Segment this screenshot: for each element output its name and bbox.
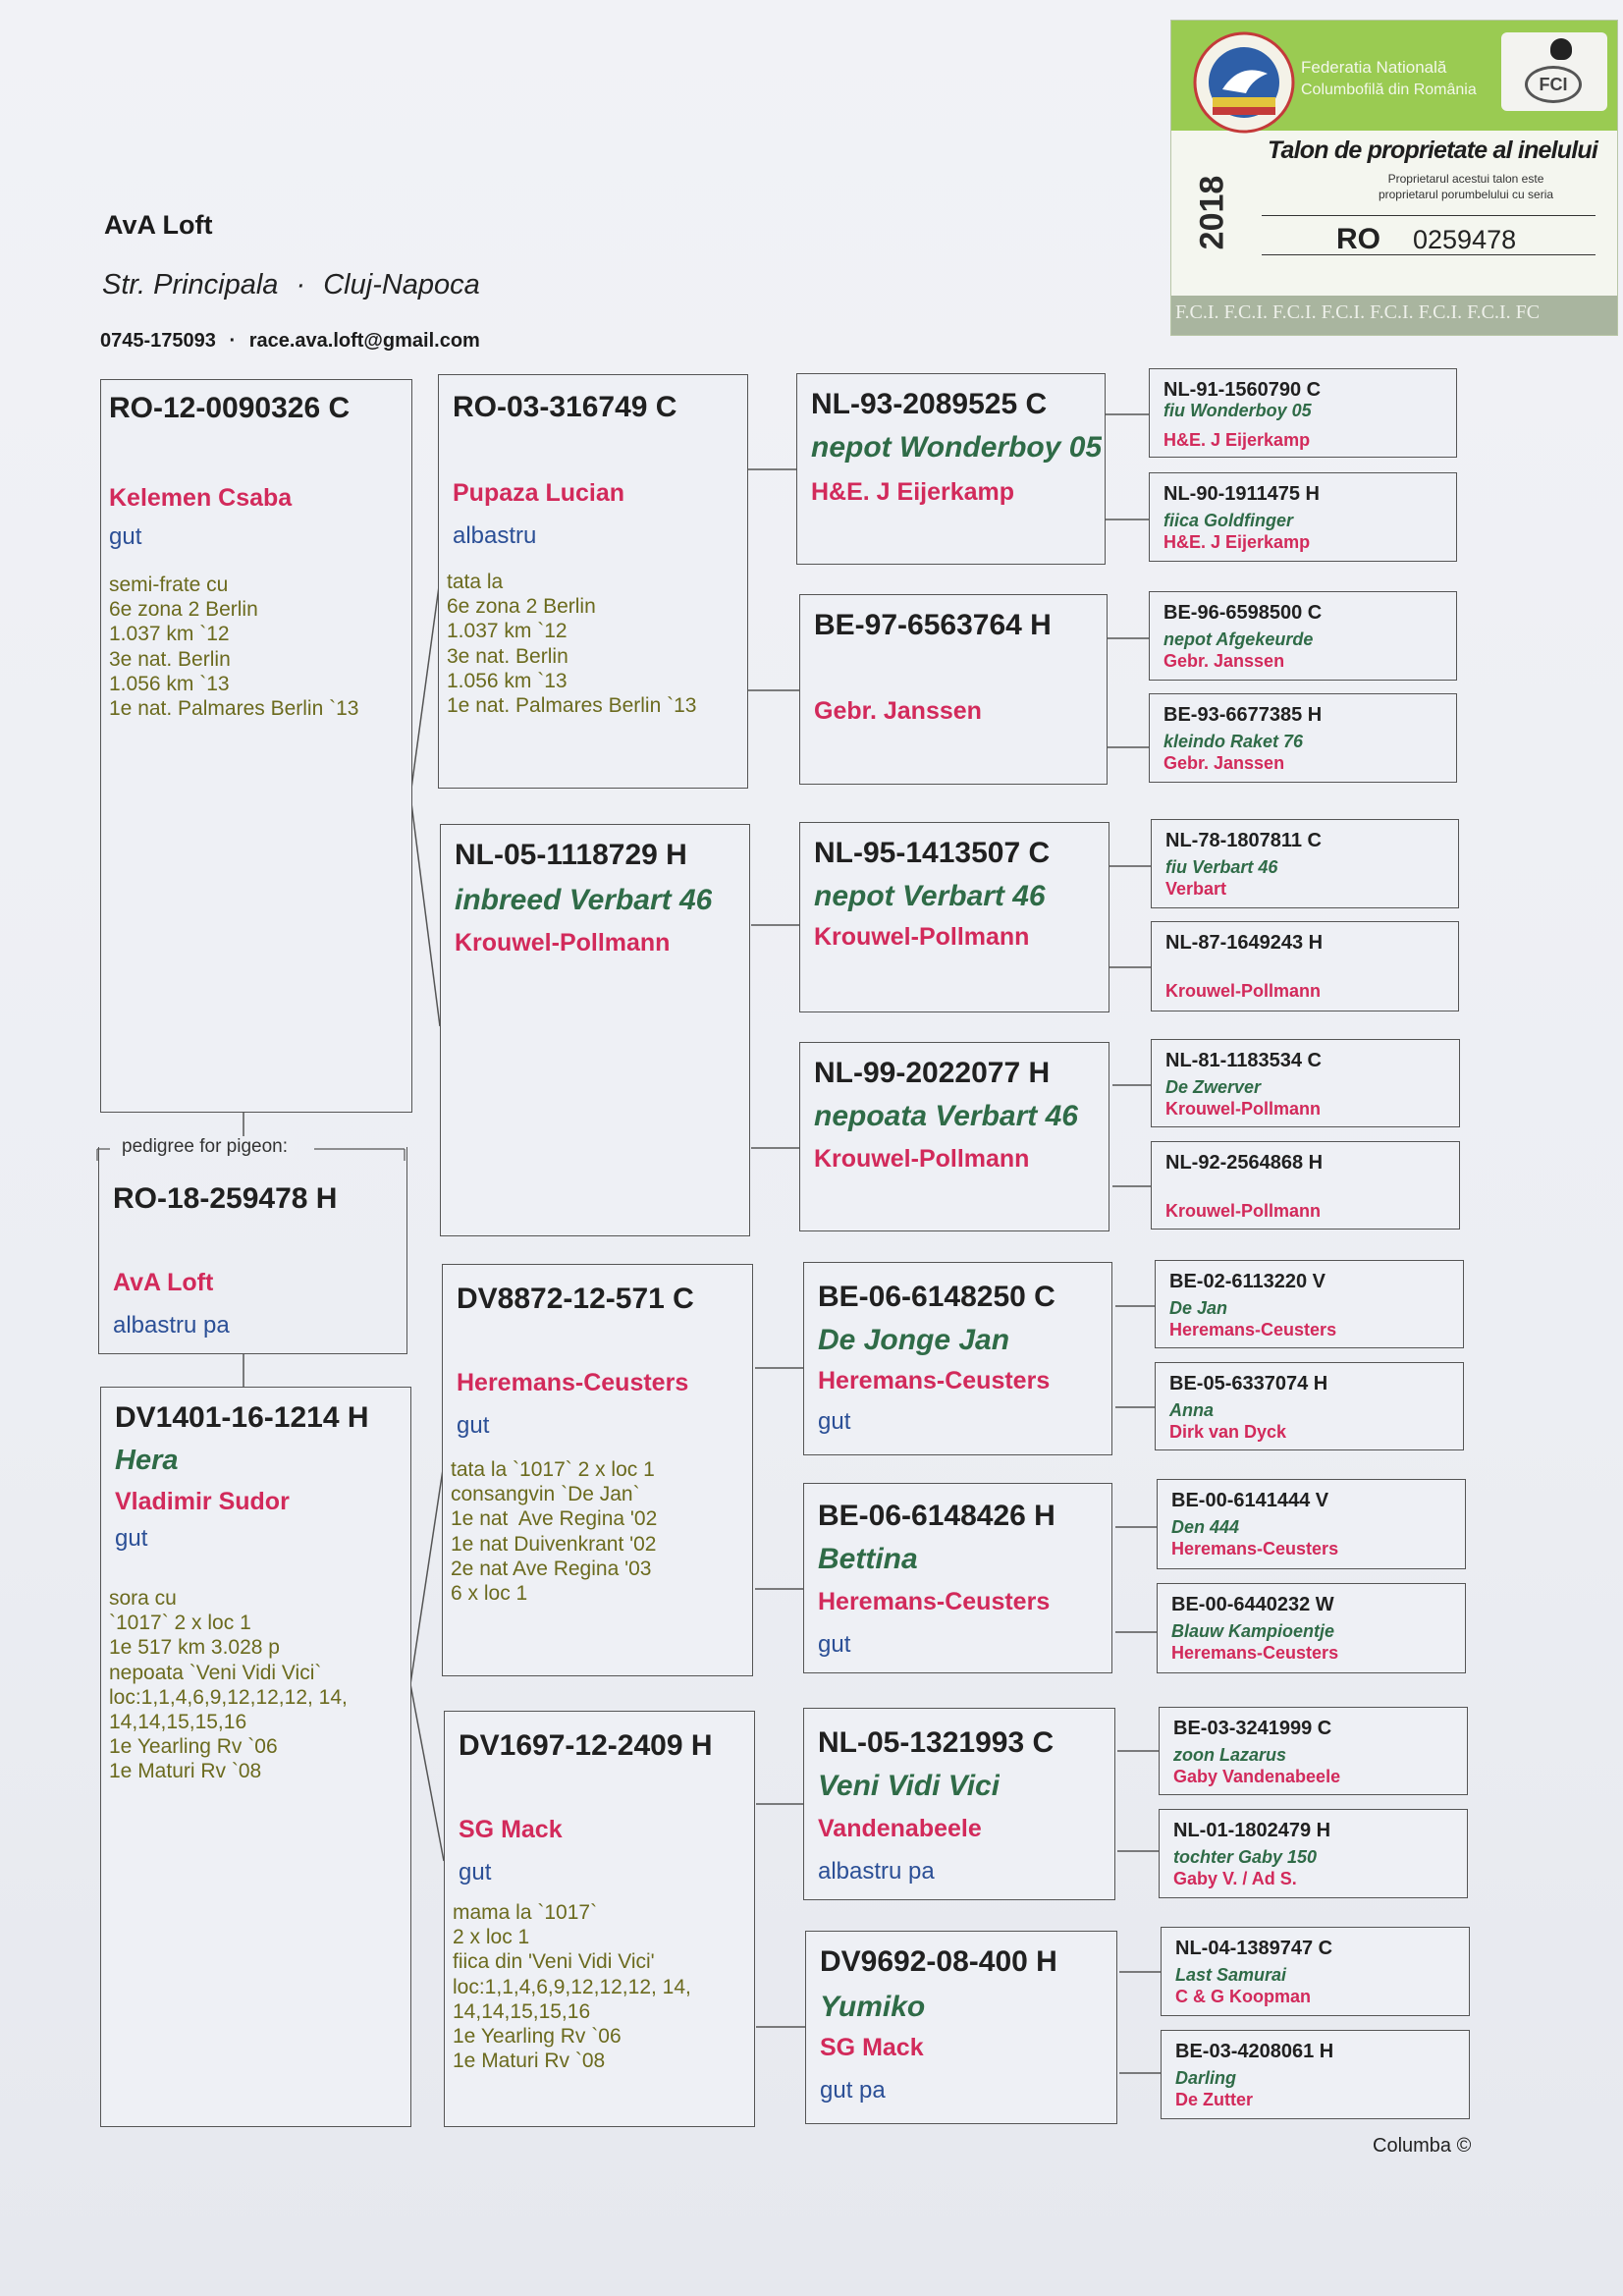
ring-number: BE-97-6563764 H (814, 609, 1052, 641)
ring-number: NL-87-1649243 H (1165, 932, 1324, 954)
pigeon-name: kleindo Raket 76 (1163, 732, 1304, 751)
gen3-card-3 (799, 822, 1109, 1012)
pigeon-name: Darling (1175, 2068, 1237, 2088)
pigeon-name: De Jan (1169, 1298, 1228, 1318)
pigeon-notes: tata la `1017` 2 x loc 1 consangvin `De Jan` 1e nat Ave Regina '02 1e nat Duivenkrant '02 2e nat Ave Regina '03 6 x loc 1 (451, 1458, 658, 1605)
gen4-card-9 (1155, 1260, 1464, 1348)
ring-number: RO-12-0090326 C (109, 392, 351, 424)
ring-number: NL-81-1183534 C (1165, 1050, 1322, 1071)
gen3-card-5 (803, 1262, 1112, 1455)
ring-number: NL-04-1389747 C (1175, 1938, 1333, 1959)
gen4-card-12 (1157, 1583, 1466, 1673)
breeder-name: Gebr. Janssen (1163, 651, 1285, 671)
pigeon-notes: tata la 6e zona 2 Berlin 1.037 km `12 3e nat. Berlin 1.056 km `13 1e nat. Palmares Berlin `13 (447, 571, 697, 717)
breeder-name: Gebr. Janssen (1163, 753, 1285, 773)
pigeon-name: nepoata Verbart 46 (814, 1100, 1078, 1132)
ring-number: NL-90-1911475 H (1163, 483, 1320, 505)
breeder-name: Gaby V. / Ad S. (1173, 1869, 1297, 1888)
ring-number: DV8872-12-571 C (457, 1283, 694, 1315)
sire-card (100, 379, 412, 1113)
ring-number: BE-00-6141444 V (1171, 1490, 1329, 1511)
breeder-name: Gaby Vandenabeele (1173, 1767, 1341, 1786)
pigeon-name: nepot Verbart 46 (814, 880, 1046, 912)
gen4-card-6 (1151, 921, 1459, 1011)
pigeon-name: fiica Goldfinger (1163, 511, 1294, 530)
address-street: Str. Principala (102, 269, 279, 301)
pigeon-name: Veni Vidi Vici (818, 1770, 1001, 1802)
gen4-card-1 (1149, 368, 1457, 458)
breeder-name: H&E. J Eijerkamp (1163, 430, 1311, 450)
breeder-name: Krouwel-Pollmann (814, 1145, 1030, 1173)
breeder-name: De Zutter (1175, 2090, 1254, 2109)
ring-number: NL-05-1118729 H (455, 839, 687, 871)
pigeon-color: gut (457, 1412, 490, 1439)
breeder-name: Vandenabeele (818, 1815, 982, 1842)
ring-number: BE-05-6337074 H (1169, 1373, 1328, 1394)
gen3-card-7 (803, 1708, 1115, 1900)
breeder-name: H&E. J Eijerkamp (1163, 532, 1311, 552)
gen3-card-4 (799, 1042, 1109, 1231)
breeder-name: Krouwel-Pollmann (814, 923, 1030, 951)
pigeon-name: Yumiko (820, 1991, 926, 2023)
pigeon-name: Bettina (818, 1543, 918, 1575)
pigeon-color: albastru pa (113, 1312, 230, 1339)
pigeon-name: De Jonge Jan (818, 1324, 1010, 1356)
gen4-card-7 (1151, 1039, 1460, 1127)
ring-number: NL-95-1413507 C (814, 837, 1051, 869)
pigeon-name: nepot Wonderboy 05 (811, 431, 1102, 464)
gen3-card-2 (799, 594, 1108, 785)
pigeon-color: gut (818, 1631, 851, 1658)
gen4-card-10 (1155, 1362, 1464, 1450)
gen4-card-2 (1149, 472, 1457, 562)
sticker-subtitle-line1: Proprietarul acestui talon este (1387, 172, 1544, 186)
pigeon-name: Blauw Kampioentje (1171, 1621, 1335, 1641)
gen4-card-14 (1159, 1809, 1468, 1898)
pigeon-color: albastru pa (818, 1858, 935, 1885)
pigeon-color: gut (818, 1408, 851, 1435)
ring-number: DV9692-08-400 H (820, 1945, 1057, 1978)
ring-number: NL-92-2564868 H (1165, 1152, 1324, 1174)
sticker-footer-pattern: F.C.I. F.C.I. F.C.I. F.C.I. F.C.I. F.C.I. F.C.I. FC (1175, 301, 1541, 323)
gen4-card-13 (1159, 1707, 1468, 1795)
ring-number: BE-03-3241999 C (1173, 1718, 1332, 1739)
ring-number: BE-02-6113220 V (1169, 1271, 1326, 1292)
email: race.ava.loft@gmail.com (248, 330, 480, 352)
gen3-card-6 (803, 1483, 1112, 1673)
gen4-card-11 (1157, 1479, 1466, 1569)
sticker-year: 2018 (1193, 175, 1231, 250)
fci-logo-text: FCI (1525, 66, 1582, 103)
breeder-name: C & G Koopman (1175, 1987, 1311, 2006)
granddam-maternal-card (444, 1711, 755, 2127)
ring-number: NL-05-1321993 C (818, 1726, 1055, 1759)
pigeon-color: gut (109, 523, 142, 550)
breeder-name: SG Mack (459, 1816, 563, 1843)
gen4-card-3 (1149, 591, 1457, 681)
breeder-name: Kelemen Csaba (109, 484, 293, 512)
breeder-name: Krouwel-Pollmann (1165, 1201, 1322, 1221)
pigeon-color: gut pa (820, 2077, 886, 2104)
gen4-card-15 (1161, 1927, 1470, 2016)
gen4-card-4 (1149, 693, 1457, 783)
sire-notes: semi-frate cu 6e zona 2 Berlin 1.037 km `12 3e nat. Berlin 1.056 km `13 1e nat. Palmares Berlin `13 (109, 574, 359, 720)
ring-number: NL-99-2022077 H (814, 1057, 1051, 1089)
breeder-name: Pupaza Lucian (453, 479, 625, 507)
sticker-federation-line2: Columbofilă din România (1301, 82, 1477, 98)
ring-number: NL-01-1802479 H (1173, 1820, 1331, 1841)
phone: 0745-175093 (100, 330, 216, 352)
pigeon-name: zoon Lazarus (1173, 1745, 1287, 1765)
sticker-federation-line1: Federatia Natională (1301, 58, 1447, 77)
breeder-name: Vladimir Sudor (115, 1488, 290, 1515)
loft-name: AvA Loft (104, 210, 213, 240)
breeder-name: Heremans-Ceusters (818, 1367, 1051, 1394)
pigeon-name: nepot Afgekeurde (1163, 629, 1314, 649)
dam-notes: sora cu `1017` 2 x loc 1 1e 517 km 3.028 p nepoata `Veni Vidi Vici` loc:1,1,4,6,9,12,12,12, 14, 14,14,15,15,16 1e Yearling Rv `06 1e Maturi Rv `08 (109, 1587, 348, 1783)
pigeon-name: tochter Gaby 150 (1173, 1847, 1318, 1867)
breeder-name: AvA Loft (113, 1269, 214, 1296)
gen4-card-16 (1161, 2030, 1470, 2119)
granddam-paternal-card (440, 824, 750, 1236)
ring-number: BE-06-6148426 H (818, 1500, 1055, 1532)
sticker-country: RO (1336, 223, 1380, 255)
ring-number: DV1401-16-1214 H (115, 1401, 369, 1434)
gen4-card-8 (1151, 1141, 1460, 1230)
ring-number: BE-96-6598500 C (1163, 602, 1323, 624)
sticker-subtitle-line2: proprietarul porumbelului cu seria (1378, 188, 1554, 201)
breeder-name: Heremans-Ceusters (1169, 1320, 1337, 1339)
pigeon-name: Anna (1169, 1400, 1214, 1420)
pigeon-color: albastru (453, 522, 537, 549)
breeder-name: Krouwel-Pollmann (1165, 981, 1322, 1001)
breeder-name: Gebr. Janssen (814, 697, 982, 725)
breeder-name: Dirk van Dyck (1169, 1422, 1287, 1442)
pedigree-label: pedigree for pigeon: (116, 1136, 294, 1158)
ring-number: BE-93-6677385 H (1163, 704, 1323, 726)
pigeon-color: gut (115, 1525, 148, 1552)
ring-number: NL-93-2089525 C (811, 388, 1048, 420)
pigeon-name: fiu Wonderboy 05 (1163, 401, 1312, 420)
pigeon-color: gut (459, 1859, 492, 1886)
pigeon-name: Last Samurai (1175, 1965, 1287, 1985)
gen4-card-5 (1151, 819, 1459, 908)
ring-number: DV1697-12-2409 H (459, 1729, 713, 1762)
ring-number: BE-00-6440232 W (1171, 1594, 1334, 1615)
grandsire-paternal-card (438, 374, 748, 789)
pigeon-notes: mama la `1017` 2 x loc 1 fiica din 'Veni Vidi Vici' loc:1,1,4,6,9,12,12,12, 14, 14,14,15,15,16 1e Yearling Rv `06 1e Maturi Rv `08 (453, 1901, 691, 2073)
breeder-name: H&E. J Eijerkamp (811, 478, 1015, 506)
pigeon-name: inbreed Verbart 46 (455, 884, 713, 916)
sticker-title: Talon de proprietate al inelului (1268, 137, 1598, 164)
sticker-ring-number: 0259478 (1413, 225, 1517, 254)
gen3-card-8 (805, 1931, 1117, 2124)
breeder-name: SG Mack (820, 2034, 924, 2061)
gen3-card-1 (796, 373, 1106, 565)
ring-number: NL-78-1807811 C (1165, 830, 1322, 851)
breeder-name: Krouwel-Pollmann (1165, 1099, 1322, 1119)
breeder-name: Heremans-Ceusters (1171, 1539, 1339, 1558)
contact-separator: · (229, 330, 237, 352)
grandsire-maternal-card (442, 1264, 753, 1676)
breeder-name: Heremans-Ceusters (457, 1369, 689, 1396)
breeder-name: Verbart (1165, 879, 1227, 899)
address-city: Cluj-Napoca (323, 269, 480, 301)
breeder-name: Krouwel-Pollmann (455, 929, 671, 957)
breeder-name: Heremans-Ceusters (1171, 1643, 1339, 1663)
address-separator: · (296, 269, 306, 301)
ring-number: NL-91-1560790 C (1163, 379, 1322, 401)
breeder-name: Heremans-Ceusters (818, 1588, 1051, 1615)
subject-card (98, 1147, 407, 1354)
ring-number: BE-06-6148250 C (818, 1281, 1055, 1313)
copyright-mark: Columba © (1373, 2135, 1472, 2157)
pigeon-name: Den 444 (1171, 1517, 1240, 1537)
ring-number: RO-18-259478 H (113, 1182, 338, 1215)
pigeon-name: Hera (115, 1445, 179, 1476)
dam-card (100, 1387, 411, 2127)
ring-number: BE-03-4208061 H (1175, 2041, 1334, 2062)
ring-number: RO-03-316749 C (453, 391, 677, 423)
pigeon-name: fiu Verbart 46 (1165, 857, 1278, 877)
pigeon-name: De Zwerver (1165, 1077, 1262, 1097)
